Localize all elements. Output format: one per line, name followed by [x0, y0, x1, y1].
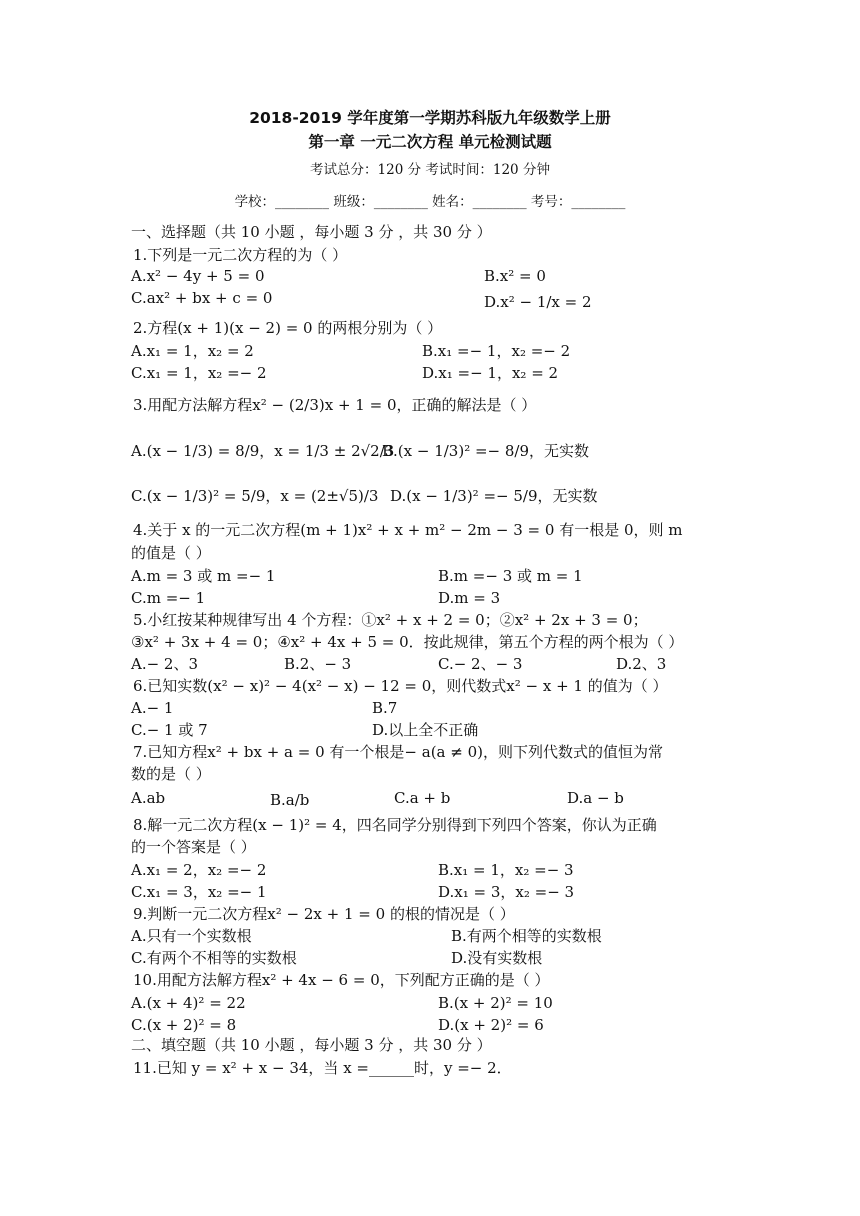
q10-option-b: B.(x + 2)² = 10	[438, 994, 553, 1012]
q7-option-d: D.a − b	[567, 789, 624, 807]
q2-stem: 2.方程(x + 1)(x − 2) = 0 的两根分别为（ ）	[133, 319, 443, 337]
q5-option-c: C.− 2、− 3	[438, 655, 523, 673]
q6-option-d: D.以上全不正确	[372, 721, 479, 739]
q7-stem-line-1: 7.已知方程x² + bx + a = 0 有一个根是− a(a ≠ 0)，则下列代数式的值恒为常	[133, 743, 663, 761]
q9-stem: 9.判断一元二次方程x² − 2x + 1 = 0 的根的情况是（ ）	[133, 905, 515, 923]
q8-stem-line-1: 8.解一元二次方程(x − 1)² = 4，四名同学分别得到下列四个答案，你认为正确	[133, 816, 657, 834]
q8-option-c: C.x₁ = 3，x₂ =− 1	[131, 883, 267, 901]
q5-option-d: D.2、3	[616, 655, 667, 673]
q4-stem-line-1: 4.关于 x 的一元二次方程(m + 1)x² + x + m² − 2m − 3 = 0 有一根是 0，则 m	[133, 521, 683, 539]
q11-stem: 11.已知 y = x² + x − 34，当 x =______时，y =− 2．	[133, 1059, 512, 1077]
q5-option-a: A.− 2、3	[131, 655, 199, 673]
title-line-1: 2018-2019 学年度第一学期苏科版九年级数学上册	[249, 109, 611, 127]
q7-option-b: B.a/b	[270, 791, 310, 809]
q6-option-c: C.− 1 或 7	[131, 721, 208, 739]
section-1-heading: 一、选择题（共 10 小题 ，每小题 3 分 ，共 30 分 ）	[131, 223, 492, 241]
q1-option-d: D.x² − 1/x = 2	[484, 293, 592, 311]
q4-option-c: C.m =− 1	[131, 589, 206, 607]
q10-option-d: D.(x + 2)² = 6	[438, 1016, 544, 1034]
q6-option-a: A.− 1	[131, 699, 174, 717]
q3-option-d: D.(x − 1/3)² =− 5/9，无实数	[390, 487, 598, 505]
q3-stem: 3.用配方法解方程x² − (2/3)x + 1 = 0，正确的解法是（ ）	[133, 396, 537, 414]
q7-option-a: A.ab	[131, 789, 166, 807]
student-fields: 学校：________ 班级：________ 姓名：________ 考号：________	[234, 194, 626, 210]
q3-option-a: A.(x − 1/3) = 8/9，x = 1/3 ± 2√2/3	[131, 442, 395, 460]
q5-option-b: B.2、− 3	[284, 655, 352, 673]
q10-stem: 10.用配方法解方程x² + 4x − 6 = 0，下列配方正确的是（ ）	[133, 971, 550, 989]
q8-option-a: A.x₁ = 2，x₂ =− 2	[131, 861, 267, 879]
q8-option-b: B.x₁ = 1，x₂ =− 3	[438, 861, 574, 879]
q9-option-b: B.有两个相等的实数根	[451, 927, 602, 945]
q9-option-c: C.有两个不相等的实数根	[131, 949, 297, 967]
q3-option-b: B.(x − 1/3)² =− 8/9，无实数	[382, 442, 590, 460]
q10-option-c: C.(x + 2)² = 8	[131, 1016, 237, 1034]
q1-option-c: C.ax² + bx + c = 0	[131, 289, 273, 307]
q5-stem-line-1: 5.小红按某种规律写出 4 个方程：①x² + x + 2 = 0；②x² + 2x + 3 = 0；	[133, 611, 648, 629]
q1-option-b: B.x² = 0	[484, 267, 546, 285]
q8-option-d: D.x₁ = 3，x₂ =− 3	[438, 883, 575, 901]
q5-stem-line-2: ③x² + 3x + 4 = 0；④x² + 4x + 5 = 0．按此规律，第五个方程的两个根为（ ）	[131, 633, 684, 651]
section-2-heading: 二、填空题（共 10 小题 ，每小题 3 分 ，共 30 分 ）	[131, 1036, 492, 1054]
title-line-2: 第一章 一元二次方程 单元检测试题	[308, 133, 552, 151]
q9-option-d: D.没有实数根	[451, 949, 543, 967]
exam-info: 考试总分：120 分 考试时间：120 分钟	[310, 162, 550, 178]
q2-option-b: B.x₁ =− 1，x₂ =− 2	[422, 342, 571, 360]
q4-option-a: A.m = 3 或 m =− 1	[131, 567, 276, 585]
q10-option-a: A.(x + 4)² = 22	[131, 994, 246, 1012]
q7-option-c: C.a + b	[394, 789, 451, 807]
q2-option-c: C.x₁ = 1，x₂ =− 2	[131, 364, 267, 382]
q1-stem: 1.下列是一元二次方程的为（ ）	[133, 246, 348, 264]
q4-option-d: D.m = 3	[438, 589, 501, 607]
q6-option-b: B.7	[372, 699, 398, 717]
q9-option-a: A.只有一个实数根	[131, 927, 252, 945]
q2-option-a: A.x₁ = 1，x₂ = 2	[131, 342, 254, 360]
q3-option-c: C.(x − 1/3)² = 5/9，x = (2±√5)/3	[131, 487, 379, 505]
q1-option-a: A.x² − 4y + 5 = 0	[131, 267, 265, 285]
q7-stem-line-2: 数的是（ ）	[131, 765, 211, 783]
q6-stem: 6.已知实数(x² − x)² − 4(x² − x) − 12 = 0，则代数式x² − x + 1 的值为（ ）	[133, 677, 668, 695]
q4-stem-line-2: 的值是（ ）	[131, 544, 211, 562]
q8-stem-line-2: 的一个答案是（ ）	[131, 838, 256, 856]
q4-option-b: B.m =− 3 或 m = 1	[438, 567, 583, 585]
q2-option-d: D.x₁ =− 1，x₂ = 2	[422, 364, 559, 382]
